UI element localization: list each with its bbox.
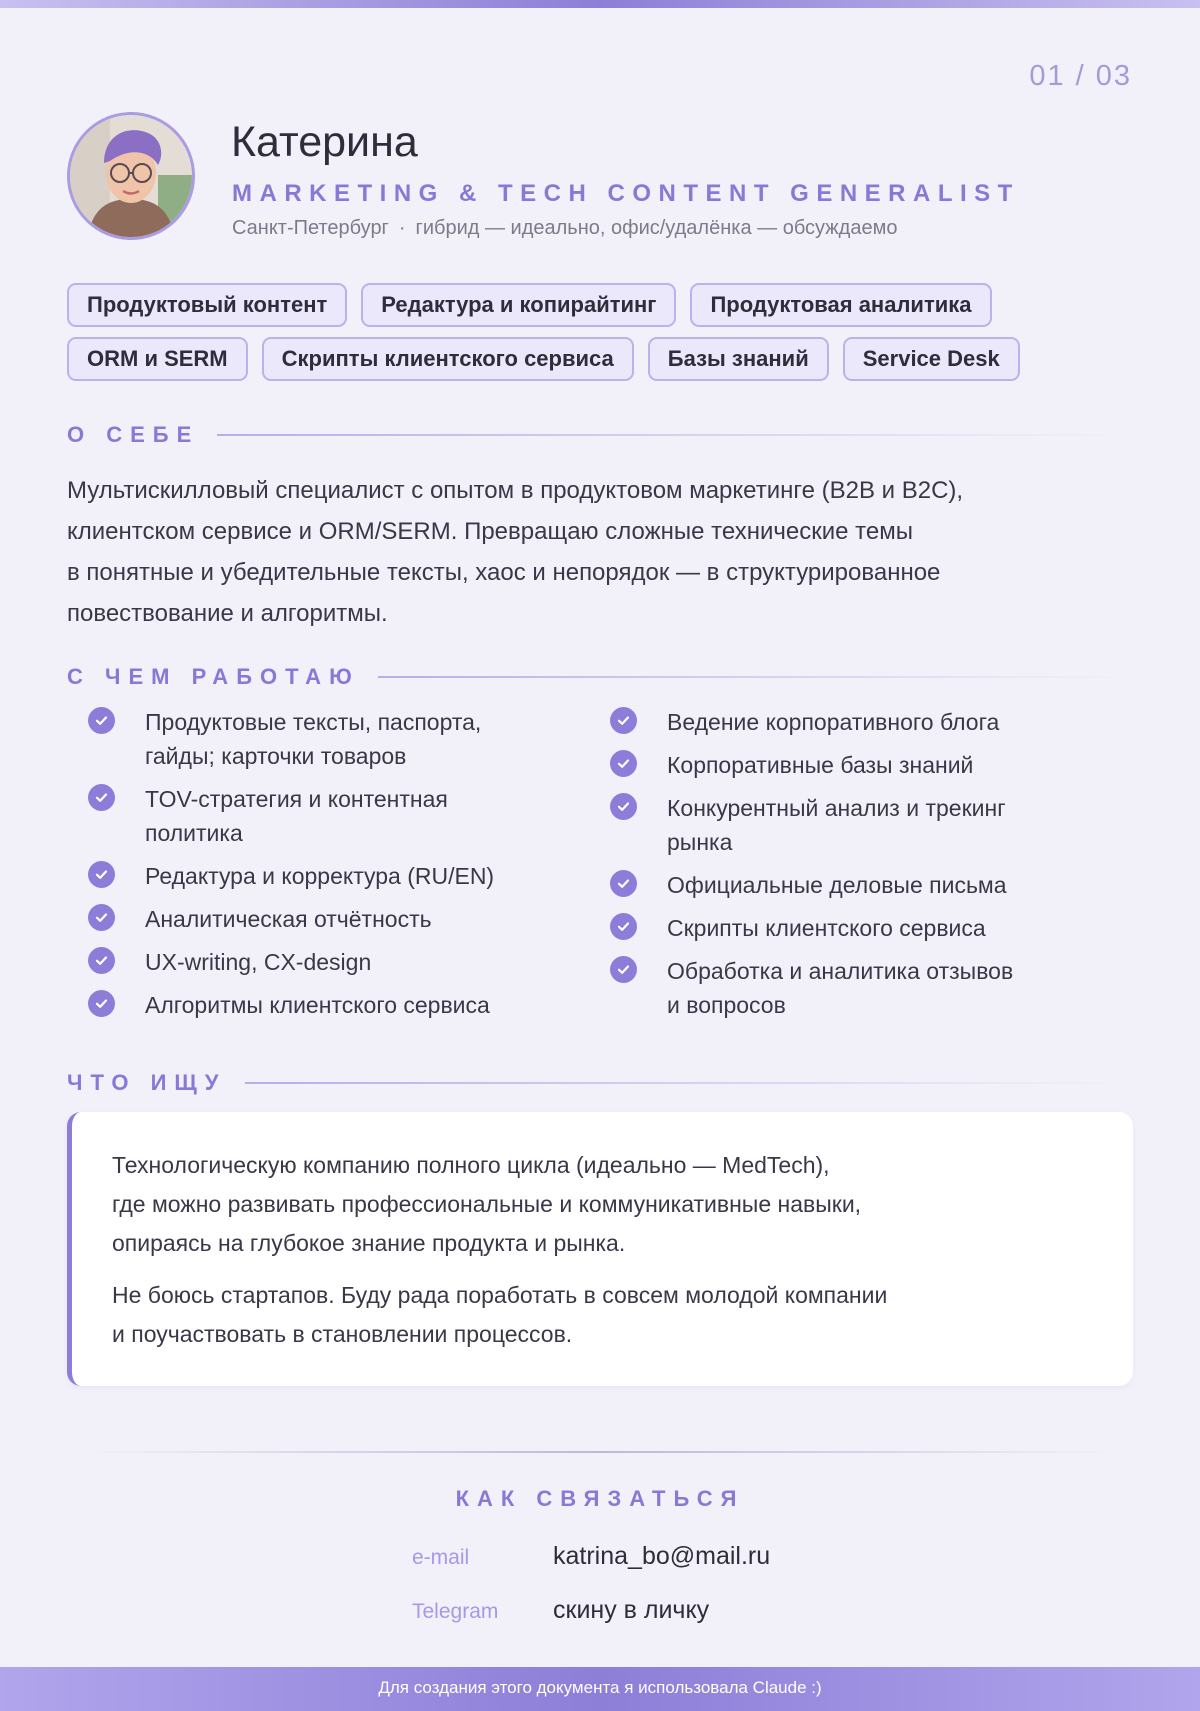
about-line: Мультискилловый специалист с опытом в продуктовом маркетинге (B2B и B2C), <box>67 477 964 504</box>
check-circle-icon <box>88 947 115 974</box>
skill-text-line: Официальные деловые письма <box>667 872 1007 898</box>
skill-tag: Базы знаний <box>648 337 829 381</box>
skill-text-line: Продуктовые тексты, паспорта, <box>145 709 482 735</box>
skill-item <box>610 954 1070 1022</box>
contact-divider <box>80 1451 1120 1453</box>
skill-text-line: Корпоративные базы знаний <box>667 752 974 778</box>
check-circle-icon <box>610 870 637 897</box>
work-format: гибрид — идеально, офис/удалёнка — обсуждаемо <box>415 217 898 239</box>
text-line: опираясь на глубокое знание продукта и рынка. <box>112 1230 626 1256</box>
skill-text-line: Ведение корпоративного блога <box>667 709 1000 735</box>
skill-item <box>610 791 1070 859</box>
skill-tag: Редактура и копирайтинг <box>361 283 676 327</box>
skill-text-line: гайды; карточки товаров <box>145 743 407 769</box>
contact-title: КАК СВЯЗАТЬСЯ <box>455 1486 745 1511</box>
skills-list-right <box>610 705 1070 1031</box>
email-label: e-mail <box>412 1546 470 1569</box>
about-text <box>67 470 1127 634</box>
about-line: клиентском сервисе и ORM/SERM. Превращаю сложные технические темы <box>67 518 913 545</box>
skill-item <box>88 859 548 893</box>
skill-text <box>667 748 973 782</box>
skill-item <box>88 902 548 936</box>
candidate-name: Катерина <box>231 118 418 166</box>
skill-text <box>667 791 1006 859</box>
skill-text <box>145 859 494 893</box>
skill-text <box>145 902 432 936</box>
skill-item <box>610 748 1070 782</box>
section-rule <box>378 676 1127 678</box>
skill-text-line: TOV-стратегия и контентная <box>145 786 448 812</box>
skill-text-line: политика <box>145 820 243 846</box>
skill-text-line: Аналитическая отчётность <box>145 906 432 932</box>
about-line: повествование и алгоритмы. <box>67 600 388 627</box>
text-line: и поучаствовать в становлении процессов. <box>112 1321 573 1347</box>
footer-note: Для создания этого документа я использовала Claude :) <box>0 1667 1200 1711</box>
top-accent-strip <box>0 0 1200 8</box>
check-circle-icon <box>88 707 115 734</box>
section-title-looking <box>67 1070 1127 1096</box>
skill-text <box>667 868 1007 902</box>
skill-item <box>88 945 548 979</box>
section-title-about <box>67 422 1127 448</box>
profile-header <box>67 112 1127 246</box>
text-line: где можно развивать профессиональные и коммуникативные навыки, <box>112 1191 862 1217</box>
skill-item <box>88 705 548 773</box>
check-circle-icon <box>610 750 637 777</box>
check-circle-icon <box>610 707 637 734</box>
looking-paragraph-1 <box>112 1146 1093 1263</box>
skill-item <box>88 782 548 850</box>
section-rule <box>245 1082 1128 1084</box>
check-circle-icon <box>610 793 637 820</box>
skill-text <box>667 911 986 945</box>
check-circle-icon <box>88 904 115 931</box>
email-link[interactable]: katrina_bo@mail.ru <box>553 1542 771 1570</box>
check-circle-icon <box>610 956 637 983</box>
skill-text-line: рынка <box>667 829 733 855</box>
skill-text-line: и вопросов <box>667 992 786 1018</box>
skill-text-line: Обработка и аналитика отзывов <box>667 958 1014 984</box>
text-line: Не боюсь стартапов. Буду рада поработать в совсем молодой компании <box>112 1282 888 1308</box>
skill-text-line: Конкурентный анализ и трекинг <box>667 795 1006 821</box>
skill-text-line: Скрипты клиентского сервиса <box>667 915 986 941</box>
looking-paragraph-2 <box>112 1276 1093 1354</box>
skill-tag: Продуктовая аналитика <box>690 283 991 327</box>
about-line: в понятные и убедительные тексты, хаос и непорядок — в структурированное <box>67 559 941 586</box>
skill-text-line: Алгоритмы клиентского сервиса <box>145 992 490 1018</box>
city: Санкт-Петербург <box>232 217 389 239</box>
check-circle-icon <box>88 990 115 1017</box>
skills-list-left <box>88 705 548 1031</box>
skill-tag: Скрипты клиентского сервиса <box>262 337 634 381</box>
tag-row <box>67 283 1127 327</box>
skill-text-line: UX-writing, CX-design <box>145 949 372 975</box>
skill-item <box>610 911 1070 945</box>
telegram-value: скину в личку <box>553 1596 710 1624</box>
text-line: Технологическую компанию полного цикла (идеально — MedTech), <box>112 1152 830 1178</box>
skill-text <box>145 945 371 979</box>
looking-card <box>67 1112 1133 1386</box>
location-line <box>232 217 897 240</box>
skill-text <box>145 705 481 773</box>
skill-text <box>667 954 1013 1022</box>
skill-tag: Продуктовый контент <box>67 283 347 327</box>
skill-tag: Service Desk <box>843 337 1020 381</box>
tag-row <box>67 337 1127 381</box>
skill-tag: ORM и SERM <box>67 337 248 381</box>
skill-tags <box>67 283 1127 391</box>
section-heading: О СЕБЕ <box>67 422 200 447</box>
page-number: 01 / 03 <box>1029 60 1132 92</box>
avatar <box>67 112 195 240</box>
candidate-role: MARKETING & TECH CONTENT GENERALIST <box>232 180 1020 207</box>
check-circle-icon <box>610 913 637 940</box>
skill-item <box>610 705 1070 739</box>
avatar-photo-icon <box>70 115 192 237</box>
skill-text <box>145 782 448 850</box>
skill-item <box>88 988 548 1022</box>
check-circle-icon <box>88 861 115 888</box>
contact-telegram-row <box>412 1596 709 1625</box>
telegram-label: Telegram <box>412 1600 499 1623</box>
check-circle-icon <box>88 784 115 811</box>
section-heading: С ЧЕМ РАБОТАЮ <box>67 664 360 689</box>
section-title-skills <box>67 664 1127 690</box>
separator: · <box>398 217 406 239</box>
skill-item <box>610 868 1070 902</box>
section-heading: ЧТО ИЩУ <box>67 1070 227 1095</box>
skill-text <box>667 705 999 739</box>
contact-email-row <box>412 1542 770 1571</box>
skill-text-line: Редактура и корректура (RU/EN) <box>145 863 495 889</box>
section-rule <box>217 434 1127 436</box>
skill-text <box>145 988 490 1022</box>
